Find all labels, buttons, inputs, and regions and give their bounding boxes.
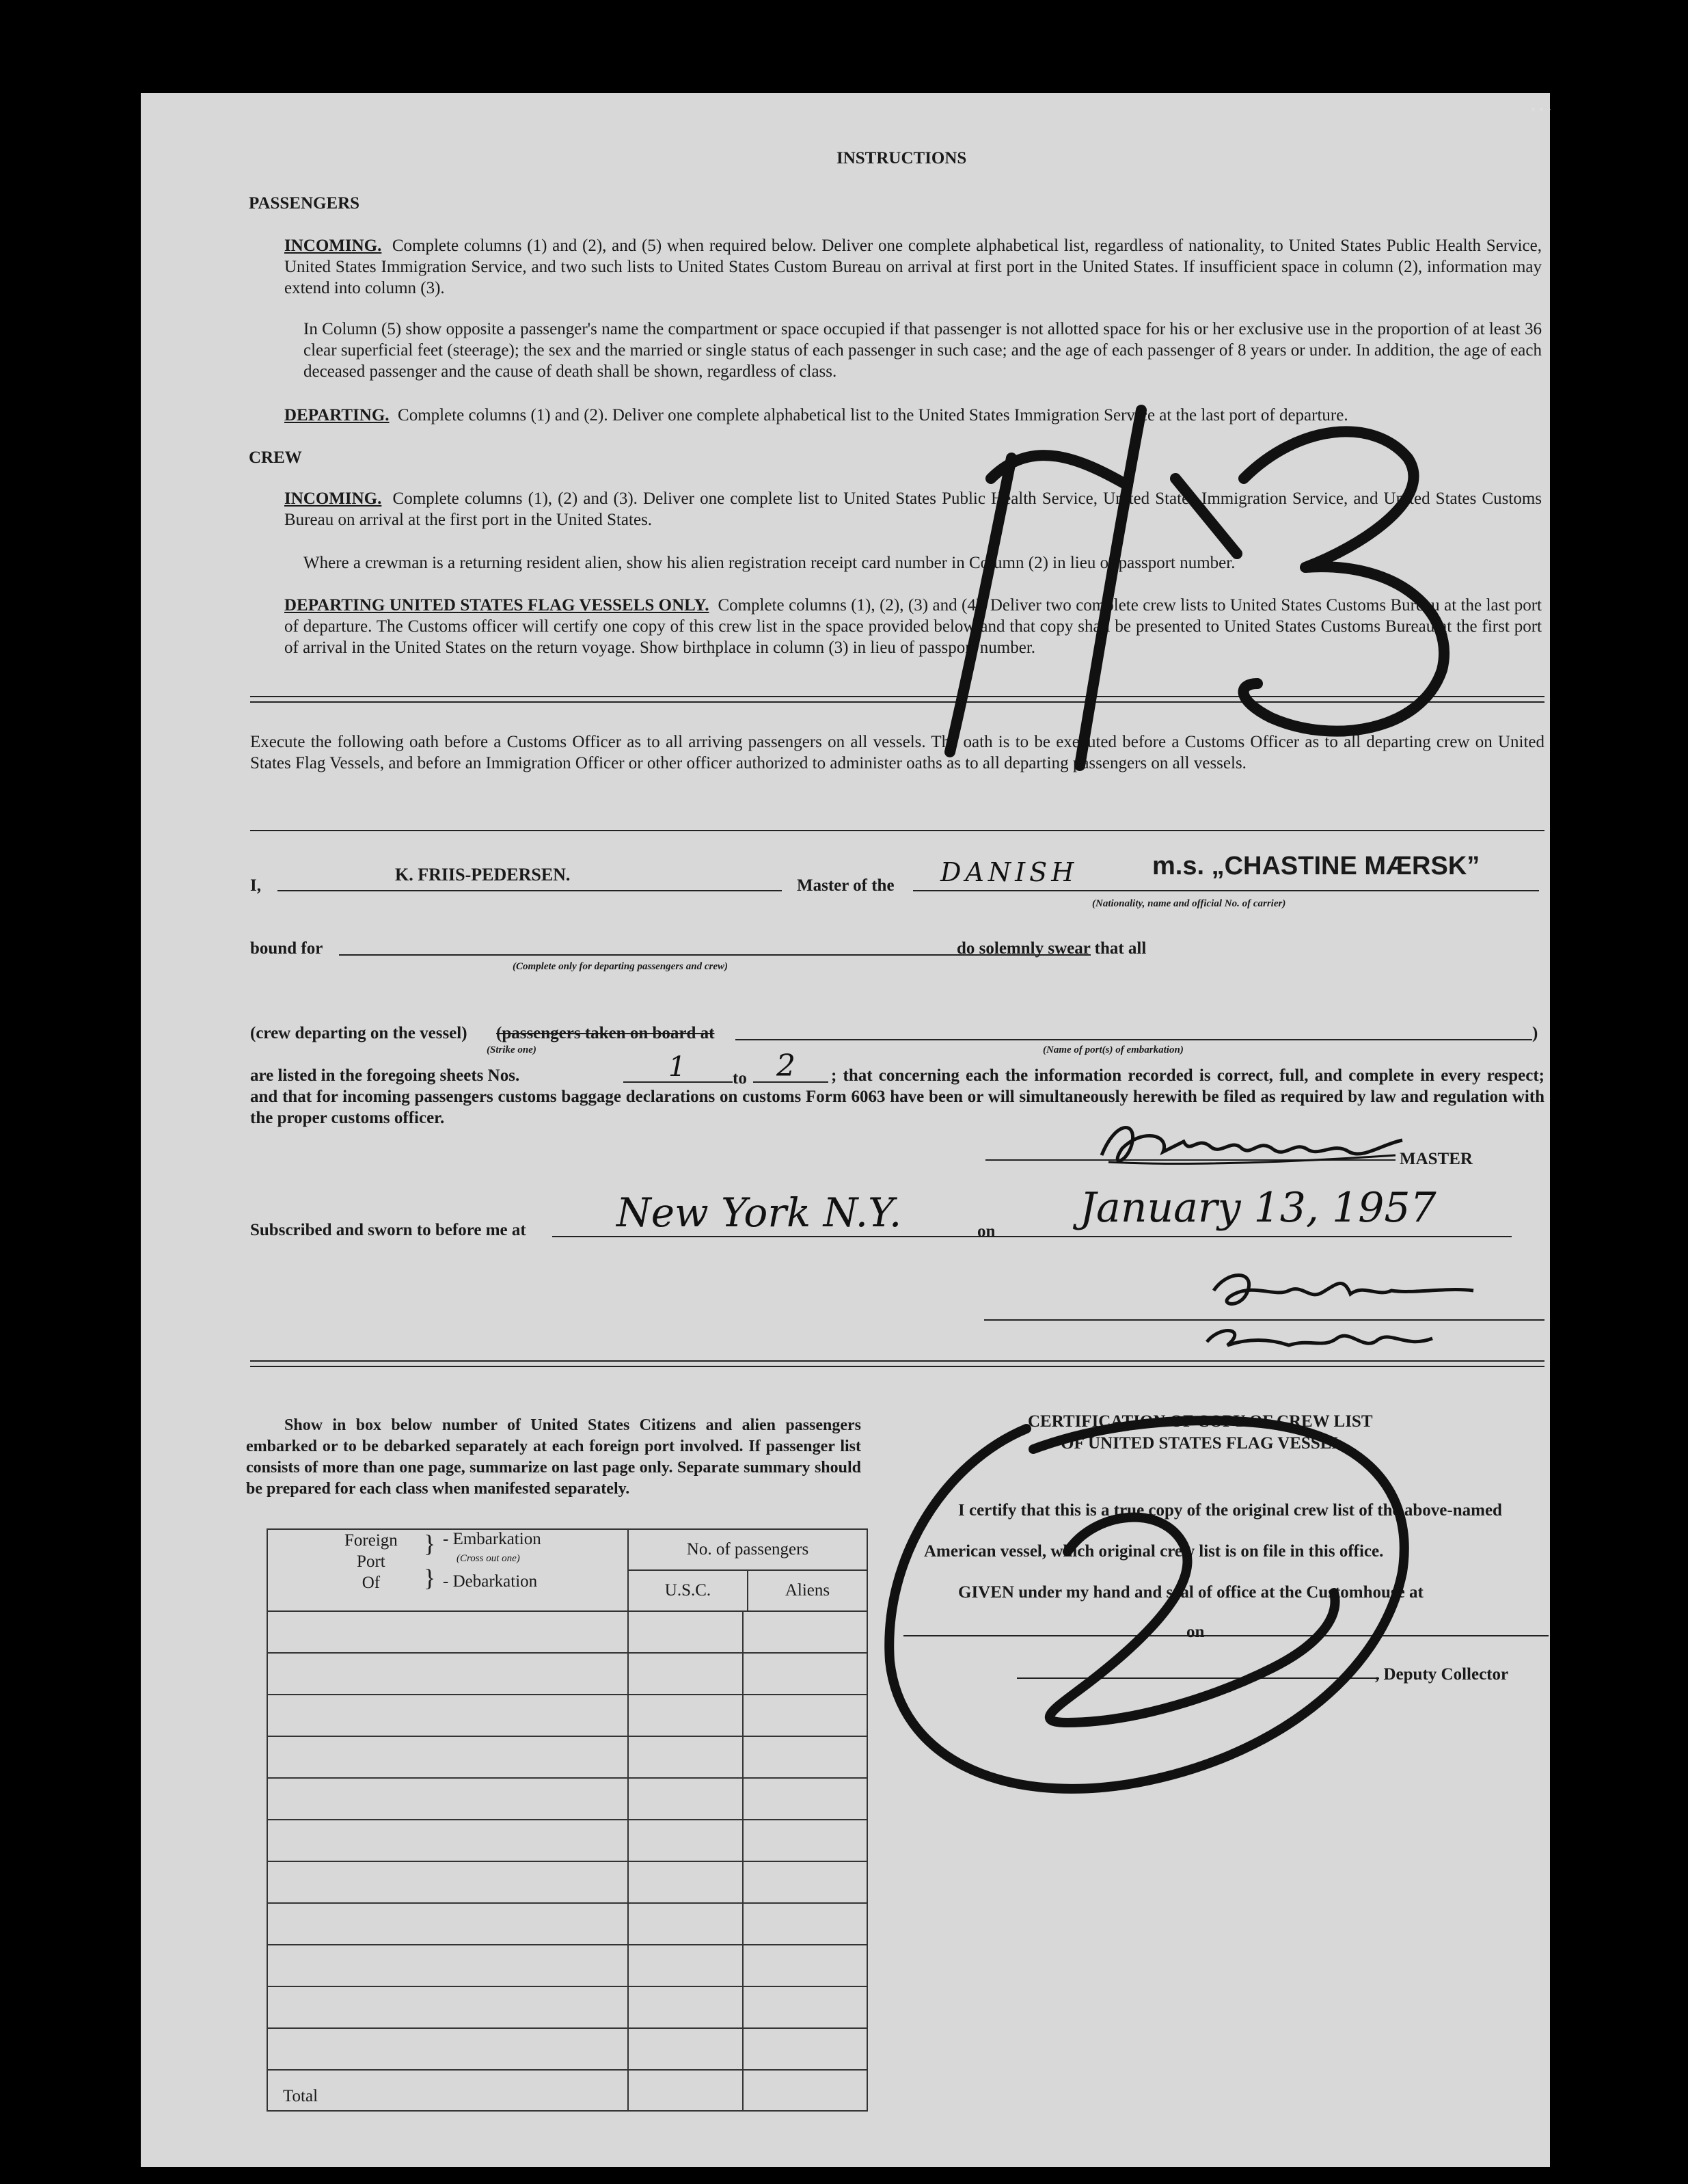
embarkation-port-line — [735, 1039, 1532, 1040]
corner-marks: • • · — [1531, 103, 1552, 118]
officer-signature-line — [984, 1319, 1544, 1321]
vessel-name: m.s. „CHASTINE MÆRSK” — [1152, 852, 1480, 880]
certification-line-1: I certify that this is a true copy of the original crew list of the above-named — [958, 1501, 1502, 1520]
to-label: to — [733, 1069, 747, 1088]
bound-for-caption: (Complete only for departing passengers and crew) — [513, 961, 728, 972]
master-of-label: Master of the — [797, 876, 895, 895]
table-row — [267, 1611, 867, 1653]
brace-top: } — [424, 1530, 436, 1557]
passengers-struck-option: (passengers taken on board at — [496, 1024, 715, 1042]
debarkation-option: - Debarkation — [443, 1572, 538, 1591]
table-row — [267, 1986, 867, 2028]
aliens-column-header: Aliens — [785, 1581, 830, 1600]
flag-vessel-text: Complete columns (1), (2), (3) and (4). Deliver two complete crew lists to United States Customs Bureau at the last port of departure. The Customs officer will certify one copy of this crew list in the space provided below and that copy shall be presented to United States Customs Bureau at the first port of arrival in the United States on the return voyage. Show birthplace in column (3) in lieu of passport number. — [284, 596, 1542, 657]
master-signature — [1095, 1114, 1409, 1176]
passengers-heading: PASSENGERS — [249, 194, 360, 213]
cross-out-caption: (Cross out one) — [457, 1553, 520, 1564]
table-row — [267, 1736, 867, 1778]
table-row — [267, 1653, 867, 1695]
total-label: Total — [267, 2070, 628, 2111]
crew-incoming-text: Complete columns (1), (2) and (3). Deliver one complete list to United States Public Health Service, United States Immigration Service, and United States Customs Bureau on arrival at the first port in the United States. — [284, 489, 1542, 529]
master-name-line — [277, 890, 782, 891]
summary-instructions: Show in box below number of United States Citizens and alien passengers embarked or to be debarked separately at each foreign port involved. If passenger list consists of more than one page, summarize on last page only. Separate summary should be prepared for each class when manifested separately. — [246, 1416, 861, 1498]
crew-heading: CREW — [249, 448, 302, 467]
oath-i-label: I, — [250, 876, 261, 895]
incoming-label: INCOMING. — [284, 237, 382, 255]
divider — [250, 1366, 1544, 1367]
crewman-paragraph: Where a crewman is a returning resident alien, show his alien registration receipt card number in Column (2) in lieu of passport number. — [303, 554, 1236, 572]
passengers-incoming-paragraph — [284, 235, 1542, 299]
nationality-handwritten: DANISH — [940, 857, 1078, 887]
table-row — [267, 1945, 867, 1986]
stamped-number-1113 — [854, 396, 1538, 779]
master-name: K. FRIIS-PEDERSEN. — [395, 865, 571, 885]
bound-for-label: bound for — [250, 939, 323, 958]
sworn-date: January 13, 1957 — [1080, 1184, 1437, 1232]
departing-text: Complete columns (1) and (2). Deliver one complete alphabetical list to the United States Immigration Service at the last port of departure. — [398, 406, 1348, 424]
embarkation-option: - Embarkation — [443, 1530, 541, 1548]
certification-on: on — [1186, 1623, 1205, 1641]
table-row — [267, 1778, 867, 1820]
swear-label: do solemnly swear that all — [957, 939, 1147, 958]
column5-paragraph: In Column (5) show opposite a passenger's name the compartment or space occupied if that passenger is not allotted space for his or her exclusive use in the proportion of at least 36 clear superficial feet (steerage); the sex and the married or single status of each passenger in such case; and the age of each passenger of 8 years or under. In addition, the age of each deceased passenger and the cause of death shall be shown, regardless of class. — [303, 320, 1542, 381]
crew-departing-option: (crew departing on the vessel) — [250, 1024, 467, 1042]
sworn-place-line — [552, 1236, 1014, 1237]
brace-bottom: } — [424, 1564, 436, 1591]
certification-given: GIVEN under my hand and seal of office at the Customhouse at — [958, 1583, 1424, 1602]
port-header-cell — [267, 1529, 628, 1611]
total-row — [267, 2070, 867, 2111]
strike-caption: (Strike one) — [487, 1044, 536, 1055]
sworn-date-line — [1002, 1236, 1512, 1237]
sworn-place: New York N.Y. — [616, 1189, 902, 1236]
no-passengers-header — [628, 1529, 867, 1611]
incoming-text: Complete columns (1) and (2), and (5) when required below. Deliver one complete alphabetical list, regardless of nationality, to United States Public Health Service, United States Immigration Service, and two such lists to United States Custom Bureau on arrival at first port in the United States. If insufficient space in column (2), information may extend into column (3). — [284, 237, 1542, 297]
crew-incoming-label: INCOMING. — [284, 489, 382, 508]
vessel-line — [913, 890, 1539, 891]
close-paren: ) — [1532, 1024, 1538, 1042]
divider — [250, 1360, 1544, 1362]
usc-column-header: U.S.C. — [629, 1571, 748, 1610]
table-row — [267, 2028, 867, 2070]
on-label: on — [977, 1222, 996, 1241]
departing-label: DEPARTING. — [284, 406, 390, 424]
officer-signature — [1091, 1263, 1569, 1366]
table-row — [267, 1861, 867, 1903]
table-row — [267, 1903, 867, 1945]
sheet-from: 1 — [668, 1051, 686, 1083]
listed-rest: ; that concerning each the information recorded is correct, full, and complete in every respect; and that for incoming passengers customs baggage declarations on customs Form 6063 have been or will simultaneously herewith be filed as required by law and regulation with the proper customs officer. — [250, 1066, 1544, 1127]
table-row — [267, 1820, 867, 1861]
deputy-collector-label: , Deputy Collector — [1375, 1665, 1509, 1684]
flag-vessel-label: DEPARTING UNITED STATES FLAG VESSELS ONLY. — [284, 596, 709, 615]
master-label: MASTER — [1400, 1150, 1473, 1168]
certification-title-1: CERTIFICATION OF COPY OF CREW LIST — [1028, 1412, 1373, 1431]
foreign-port-of: Foreign Port Of — [344, 1531, 398, 1592]
divider — [250, 830, 1544, 831]
table-row — [267, 1695, 867, 1736]
certification-line-2: American vessel, which original crew list is on file in this office. — [924, 1542, 1384, 1561]
instructions-title: INSTRUCTIONS — [836, 149, 967, 167]
subscribed-label: Subscribed and sworn to before me at — [250, 1221, 526, 1239]
port-caption: (Name of port(s) of embarkation) — [1043, 1044, 1184, 1055]
oath-intro: Execute the following oath before a Customs Officer as to all arriving passengers on all vessels. The oath is to be executed before a Customs Officer as to all departing crew on United States Flag Vessels, and before an Immigration Officer or other officer authorized to administer oaths as to all departing passengers on all vessels. — [250, 733, 1544, 772]
no-passengers-label: No. of passengers — [629, 1530, 867, 1571]
listed-label: are listed in the foregoing sheets Nos. — [250, 1066, 520, 1085]
circled-number-2 — [862, 1401, 1423, 1811]
nationality-caption: (Nationality, name and official No. of carrier) — [1092, 898, 1286, 909]
certification-title-2: OF UNITED STATES FLAG VESSEL — [1061, 1434, 1344, 1453]
sheet-to: 2 — [776, 1049, 795, 1083]
passenger-summary-table — [267, 1528, 868, 2112]
